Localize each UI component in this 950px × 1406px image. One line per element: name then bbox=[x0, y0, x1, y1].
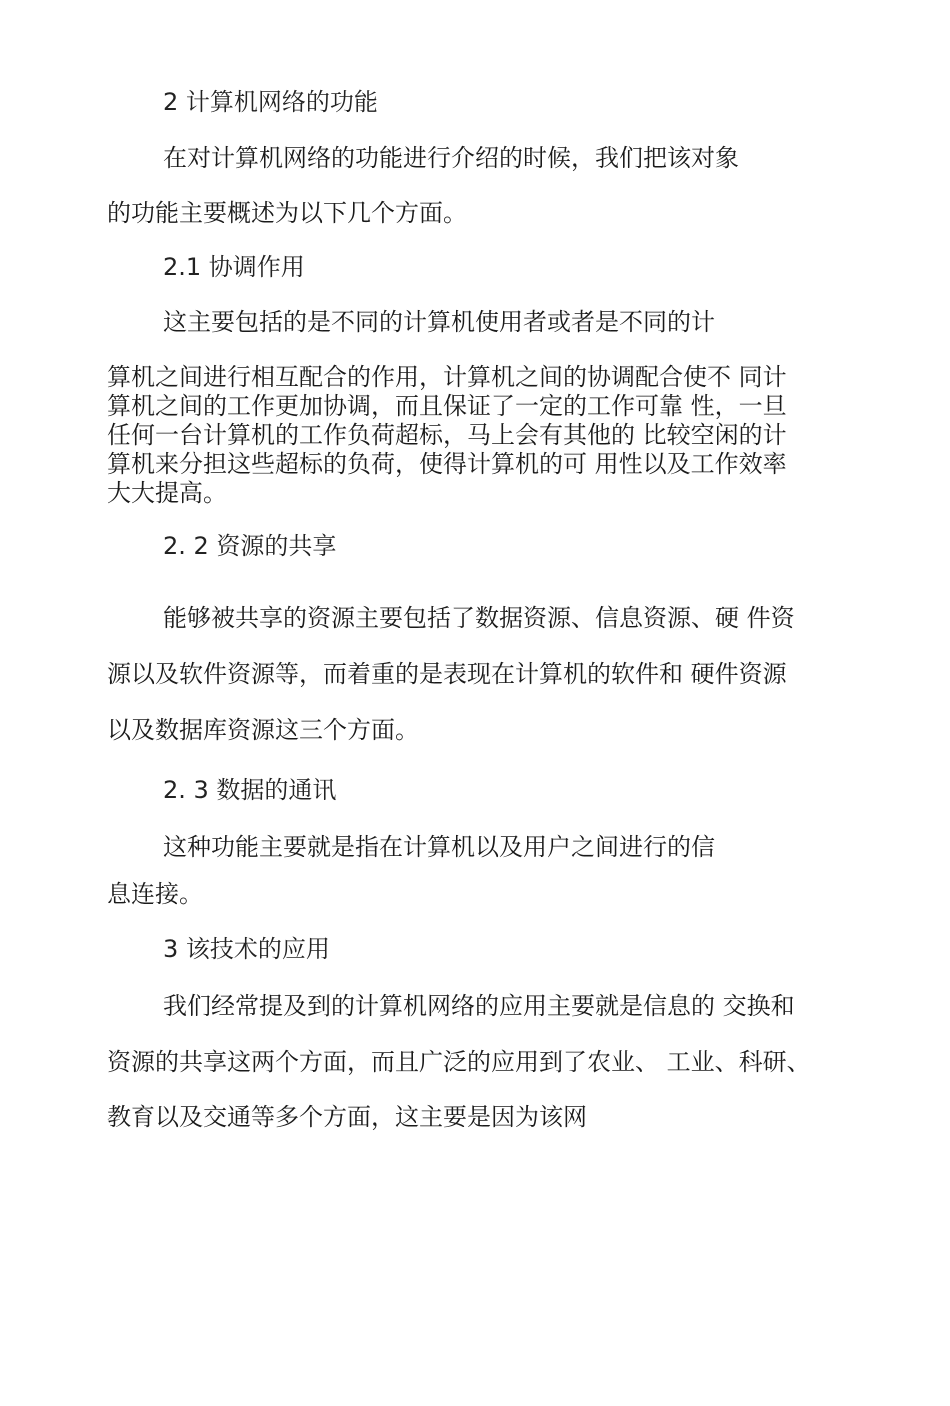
paragraph-line: 任何一台计算机的工作负荷超标，马上会有其他的 比较空闲的计 bbox=[107, 421, 787, 449]
paragraph-line: 大大提高。 bbox=[107, 479, 227, 507]
section-heading-2-1: 2.1 协调作用 bbox=[163, 253, 305, 281]
paragraph-line: 以及数据库资源这三个方面。 bbox=[107, 716, 419, 744]
paragraph-line: 这种功能主要就是指在计算机以及用户之间进行的信 bbox=[163, 833, 715, 861]
paragraph-line: 算机之间进行相互配合的作用，计算机之间的协调配合使不 同计 bbox=[107, 363, 787, 391]
paragraph-line: 教育以及交通等多个方面，这主要是因为该网 bbox=[107, 1103, 587, 1131]
paragraph-line: 算机之间的工作更加协调，而且保证了一定的工作可靠 性，一旦 bbox=[107, 392, 787, 420]
paragraph-line: 这主要包括的是不同的计算机使用者或者是不同的计 bbox=[163, 308, 715, 336]
paragraph-line: 算机来分担这些超标的负荷，使得计算机的可 用性以及工作效率 bbox=[107, 450, 787, 478]
section-heading-2: 2 计算机网络的功能 bbox=[163, 88, 378, 116]
paragraph-line: 我们经常提及到的计算机网络的应用主要就是信息的 交换和 bbox=[163, 992, 795, 1020]
paragraph-line: 能够被共享的资源主要包括了数据资源、信息资源、硬 件资 bbox=[163, 604, 795, 632]
paragraph-line: 资源的共享这两个方面，而且广泛的应用到了农业、 工业、科研、 bbox=[107, 1048, 811, 1076]
paragraph-line: 息连接。 bbox=[107, 880, 203, 908]
paragraph-line: 源以及软件资源等，而着重的是表现在计算机的软件和 硬件资源 bbox=[107, 660, 787, 688]
section-heading-2-2: 2. 2 资源的共享 bbox=[163, 532, 337, 560]
section-heading-2-3: 2. 3 数据的通讯 bbox=[163, 776, 337, 804]
paragraph-line: 在对计算机网络的功能进行介绍的时候，我们把该对象 bbox=[163, 144, 739, 172]
section-heading-3: 3 该技术的应用 bbox=[163, 935, 330, 963]
paragraph-line: 的功能主要概述为以下几个方面。 bbox=[107, 199, 467, 227]
